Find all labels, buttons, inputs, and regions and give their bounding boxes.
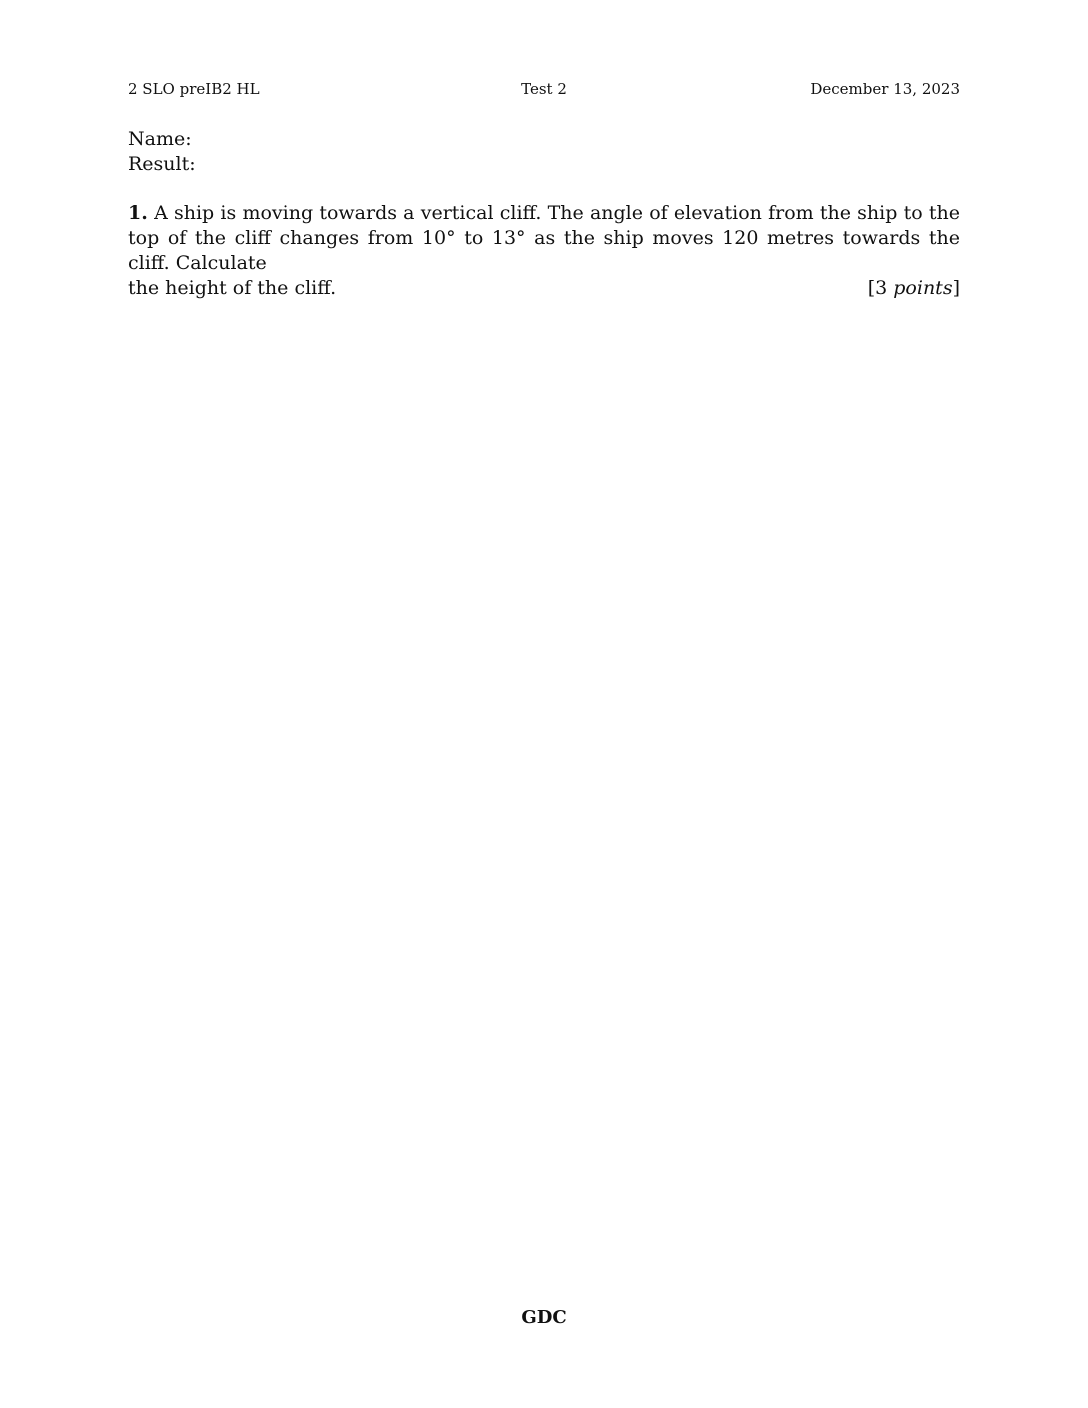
problem-last-line bbox=[128, 276, 960, 301]
test-title: Test 2 bbox=[521, 80, 567, 98]
points-close: ] bbox=[952, 277, 960, 299]
footer-gdc-label: GDC bbox=[521, 1307, 567, 1328]
problem-text-end: the height of the cliff. bbox=[128, 277, 337, 299]
problem-text: A ship is moving towards a vertical cliff. The angle of elevation from the ship to the top of the cliff changes from 10° to 13° as the ship moves 120 metres towards the cliff. Calculate bbox=[128, 202, 961, 274]
points-open: [3 bbox=[867, 277, 894, 299]
points-marker bbox=[868, 276, 960, 301]
problem-1 bbox=[128, 201, 960, 301]
result-label: Result: bbox=[128, 153, 196, 175]
course-label: 2 SLO preIB2 HL bbox=[128, 80, 260, 98]
student-fields bbox=[128, 127, 196, 177]
test-date: December 13, 2023 bbox=[810, 80, 960, 98]
page-header bbox=[128, 78, 960, 102]
problem-number: 1. bbox=[128, 202, 148, 224]
points-word: points bbox=[893, 277, 953, 299]
name-label: Name: bbox=[128, 128, 192, 150]
